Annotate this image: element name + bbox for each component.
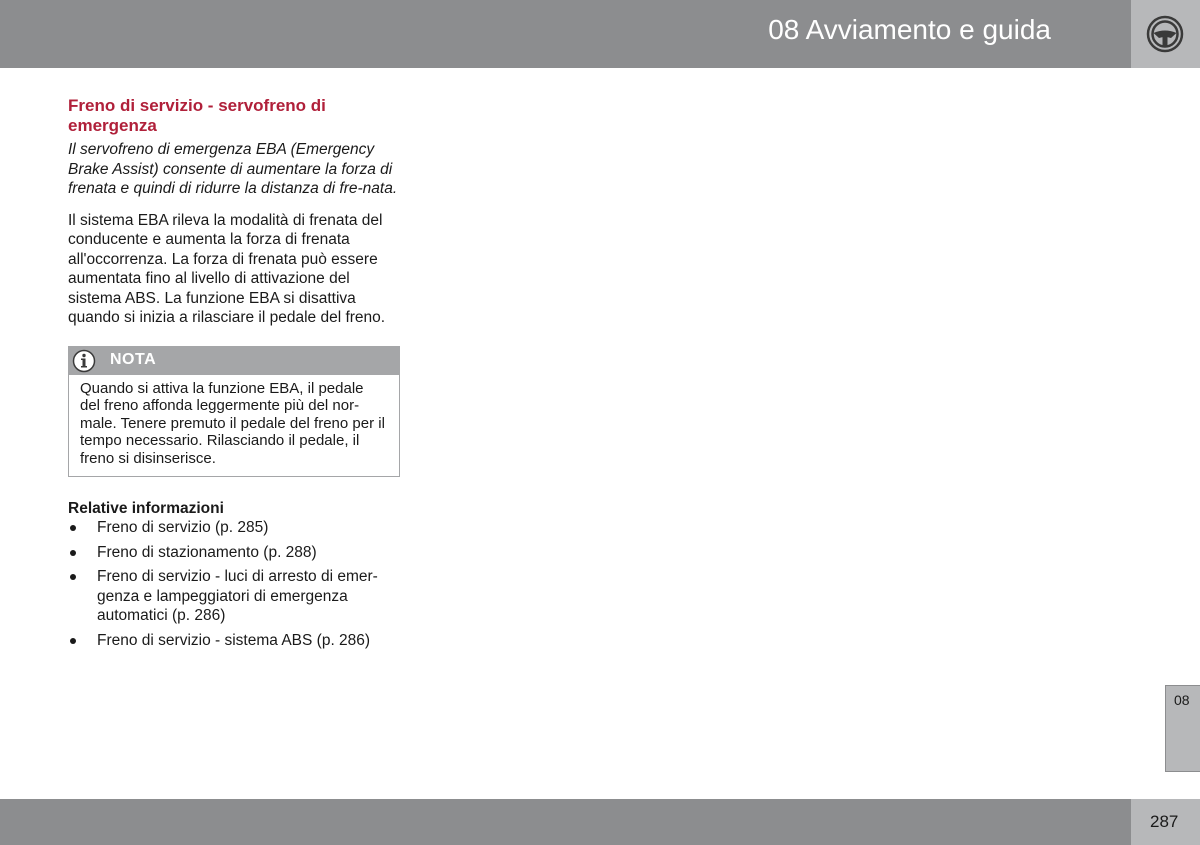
main-content [68,96,400,655]
note-label: NOTA [110,350,157,368]
related-item[interactable] [68,543,400,563]
related-info-title: Relative informazioni [68,500,224,517]
note-box [68,346,400,478]
section-intro: Il servofreno di emergenza EBA (Emergency Brake Assist) consente di aumentare la forza di frenata e quindi di ridurre la distanza di fre-nata. [68,141,398,197]
related-item[interactable] [68,567,400,626]
related-item[interactable] [68,518,400,538]
related-item[interactable] [68,631,400,651]
bullet-icon [70,574,76,580]
related-info-list [68,518,400,650]
chapter-tab-label: 08 [1174,692,1190,708]
footer-bar [0,799,1131,845]
page-number: 287 [1150,812,1179,831]
info-icon [72,349,96,373]
chapter-title: 08 Avviamento e guida [768,14,1051,45]
bullet-icon [70,550,76,556]
header-bar [0,0,1131,68]
header-icon-box [1131,0,1200,68]
bullet-icon [70,525,76,531]
section-body: Il sistema EBA rileva la modalità di frenata del conducente e aumenta la forza di frenata all'occorrenza. La forza di frenata può essere aumentata fino al livello di attivazione del sistema ABS. La funzione EBA si disattiva quando si inizia a rilasciare il pedale del freno. [68,211,386,326]
related-item-label: Freno di servizio - luci di arresto di emer-genza e lampeggiatori di emergenza automatici (p. 286) [97,568,378,624]
steering-wheel-icon [1145,14,1185,54]
related-item-label: Freno di servizio - sistema ABS (p. 286) [97,631,371,649]
note-header [69,347,399,375]
bullet-icon [70,638,76,644]
related-item-label: Freno di stazionamento (p. 288) [97,543,317,561]
related-item-label: Freno di servizio (p. 285) [97,519,269,536]
section-title: Freno di servizio - servofreno di emergenza [68,96,326,135]
note-text: Quando si attiva la funzione EBA, il pedale del freno affonda leggermente più del nor-male. Tenere premuto il pedale del freno per il tempo necessario. Rilasciando il pedale, il freno si disinserisce. [80,379,385,467]
chapter-tab[interactable] [1165,685,1200,772]
